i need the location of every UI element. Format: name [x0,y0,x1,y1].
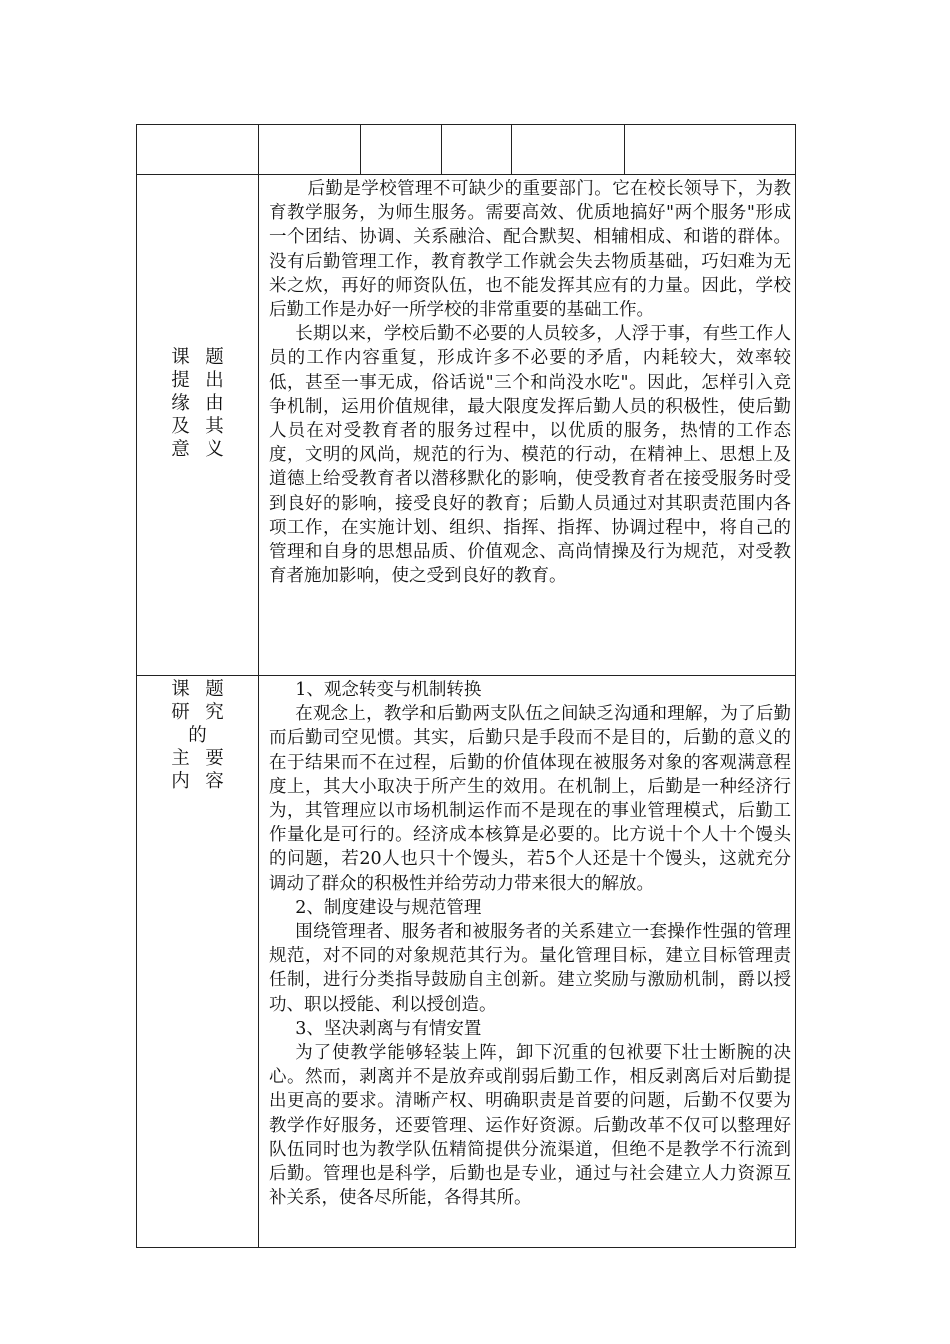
label-char: 义 [205,438,224,460]
label-char: 由 [205,392,224,414]
header-cell [512,125,625,174]
label-char: 容 [205,771,224,792]
label-char: 其 [205,415,224,437]
background-label [137,175,259,675]
paragraph: 在观念上，教学和后勤两支队伍之间缺乏沟通和理解，为了后勤而后勤司空见惯。其实，后勤只是手段而不是目的，后勤的意义的在于结果而不在过程，后勤的价值体现在被服务对象的客观满意程度上，其大小取决于所产生的效用。在机制上，后勤是一种经济行为，其管理应以市场机制运作而不是现在的事业管理模式，后勤工作量化是可行的。经济成本核算是必要的。比方说十个人十个馒头的问题，若20人也只十个馒头，若5个人还是十个馒头，这就充分调动了群众的积极性并给劳动力带来很大的解放。 [269,704,791,894]
label-char: 的 [188,725,207,746]
label-char: 内 [171,771,190,792]
research-label [137,676,259,1247]
header-cell [442,125,512,174]
label-char: 题 [205,346,224,368]
background-row [137,175,795,676]
label-char: 意 [171,438,190,460]
paragraph: 为了使教学能够轻装上阵，卸下沉重的包袱要下壮士断腕的决心。然而，剥离并不是放弃或削弱后勤工作，相反剥离后对后勤提出更高的要求。清晰产权、明确职责是首要的问题，后勤不仅要为教学作好服务，还要管理、运作好资源。后勤改革不仅可以整理好队伍同时也为教学队伍精简提供分流渠道，但绝不是教学不行流到后勤。管理也是科学，后勤也是专业，通过与社会建立人力资源互补关系，使各尽所能，各得其所。 [269,1043,791,1209]
label-char: 课 [171,346,190,368]
label-char: 提 [171,369,190,391]
section-heading: 2、制度建设与规范管理 [295,897,482,918]
header-row [137,125,795,175]
label-char: 及 [171,415,190,437]
background-content [259,175,795,675]
section-heading: 1、观念转变与机制转换 [295,680,482,700]
label-char: 研 [171,702,190,723]
header-cell [259,125,361,174]
label-char: 究 [205,702,224,723]
research-row [137,676,795,1247]
label-char: 要 [205,748,224,769]
header-cell [137,125,259,174]
paragraph: 围绕管理者、服务者和被服务者的关系建立一套操作性强的管理规范，对不同的对象规范其行为。量化管理目标，建立目标管理责任制，进行分类指导鼓励自主创新。建立奖励与激励机制，爵以授功、职以授能、利以授创造。 [269,922,791,1015]
paragraph: 后勤是学校管理不可缺少的重要部门。它在校长领导下，为教育教学服务，为师生服务。需要高效、优质地搞好"两个服务"形成一个团结、协调、关系融洽、配合默契、相辅相成、和谐的群体。没有后勤管理工作，教育教学工作就会失去物质基础，巧妇难为无米之炊，再好的师资队伍，也不能发挥其应有的力量。因此，学校后勤工作是办好一所学校的非常重要的基础工作。 [269,179,791,321]
label-char: 主 [171,748,190,769]
label-char: 课 [171,679,190,700]
research-content [259,676,795,1247]
paragraph: 长期以来，学校后勤不必要的人员较多，人浮于事，有些工作人员的工作内容重复，形成许多不必要的矛盾，内耗较大，效率较低，甚至一事无成，俗话说"三个和尚没水吃"。因此，怎样引入竞争机制，运用价值规律，最大限度发挥后勤人员的积极性，使后勤人员在对受教育者的服务过程中，以优质的服务，热情的工作态度，文明的风尚，规范的行为、模范的行动，在精神上、思想上及道德上给受教育者以潜移默化的影响，使受教育者在接受服务时受到良好的影响，接受良好的教育；后勤人员通过对其职责范围内各项工作，在实施计划、组织、指挥、指挥、协调过程中，将自己的管理和自身的思想品质、价值观念、高尚情操及行为规范，对受教育者施加影响，使之受到良好的教育。 [269,324,791,587]
header-cell [625,125,795,174]
label-char: 出 [205,369,224,391]
label-char: 缘 [171,392,190,414]
form-table [136,124,796,1248]
header-cell [361,125,442,174]
label-char: 题 [205,679,224,700]
section-heading: 3、坚决剥离与有情安置 [295,1018,482,1039]
